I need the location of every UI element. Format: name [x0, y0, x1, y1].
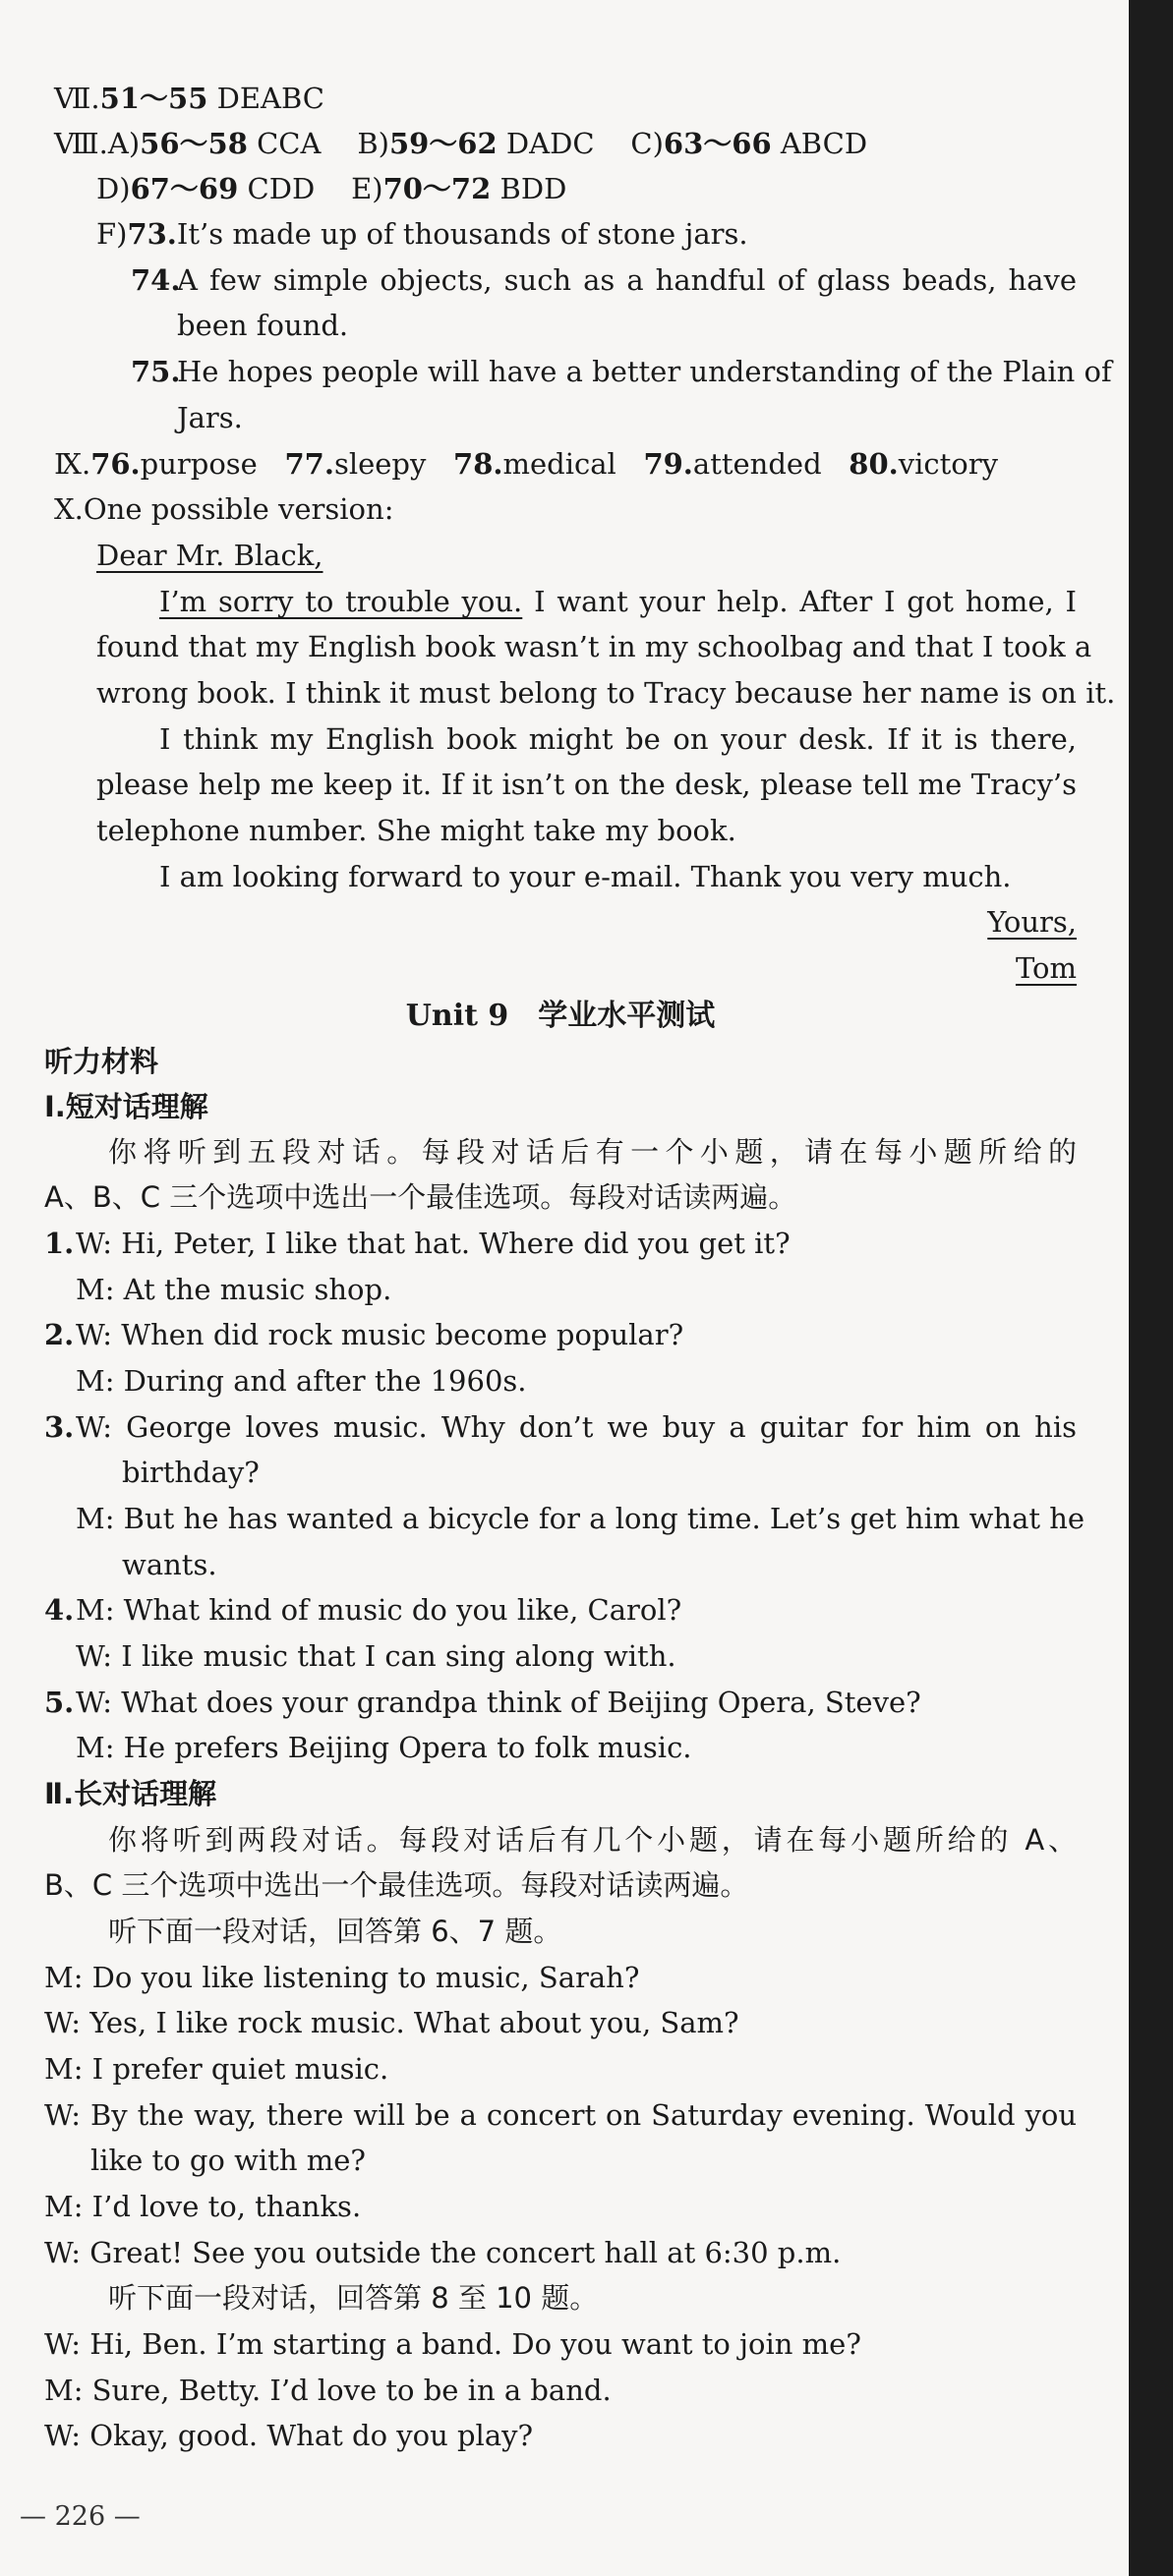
- answer-line-vii: [54, 79, 324, 118]
- dialogue-4-number: 4.: [44, 1593, 75, 1627]
- letter-p2-line1: I think my English book might be on your desk. If it is there,: [159, 722, 1077, 756]
- conv2-line3: W: Okay, good. What do you play?: [44, 2419, 534, 2452]
- letter-closing: Yours,: [987, 905, 1077, 939]
- letter-p1-line2: found that my English book wasn’t in my schoolbag and that I took a: [96, 630, 1092, 663]
- answer-75-line2: Jars.: [177, 401, 243, 434]
- part1-instructions-line1: 你将听到五段对话。每段对话后有一个小题，请在每小题所给的: [108, 1135, 1077, 1169]
- dialogue-3-w-line2: birthday?: [122, 1456, 260, 1489]
- letter-p2-line2: please help me keep it. If it isn’t on the desk, please tell me Tracy’s: [96, 768, 1077, 801]
- part1-heading: Ⅰ.短对话理解: [44, 1090, 208, 1123]
- answer-75-line1: He hopes people will have a better understanding of the Plain of: [177, 355, 1112, 388]
- conv1-line5: M: I’d love to, thanks.: [44, 2190, 362, 2223]
- page-edge-shadow: [1129, 0, 1173, 2576]
- section-number: Ⅶ.: [54, 82, 100, 115]
- letter-p1-line1: I’m sorry to trouble you. I want your help. After I got home, I: [159, 585, 1078, 618]
- conv2-line1: W: Hi, Ben. I’m starting a band. Do you want to join me?: [44, 2327, 861, 2361]
- answer-text: DEABC: [216, 82, 324, 115]
- dialogue-3-number: 3.: [44, 1410, 75, 1444]
- listening-heading: 听力材料: [44, 1045, 159, 1078]
- conv1-line4a: W: By the way, there will be a concert on Saturday evening. Would you: [44, 2098, 1077, 2132]
- question-range: 51～55: [99, 82, 208, 115]
- dialogue-5-m: M: He prefers Beijing Opera to folk music.: [76, 1731, 692, 1764]
- answer-line-x: Ⅹ.One possible version:: [54, 492, 394, 526]
- unit-title: Unit 9 学业水平测试: [405, 999, 716, 1033]
- dialogue-5-number: 5.: [44, 1686, 75, 1719]
- dialogue-2-m: M: During and after the 1960s.: [76, 1364, 527, 1398]
- dialogue-1-m: M: At the music shop.: [76, 1273, 392, 1306]
- dialogue-3-m-line1: M: But he has wanted a bicycle for a long time. Let’s get him what he: [76, 1502, 1085, 1535]
- answer-74-number: 74.: [131, 263, 181, 297]
- dialogue-4-m: M: What kind of music do you like, Carol?: [76, 1593, 682, 1627]
- dialogue-3-w-line1: W: George loves music. Why don’t we buy a guitar for him on his: [76, 1410, 1077, 1444]
- dialogue-5-w: W: What does your grandpa think of Beijing Opera, Steve?: [76, 1686, 921, 1719]
- conv1-line1: M: Do you like listening to music, Sarah?: [44, 1961, 640, 1994]
- conv1-line4b: like to go with me?: [90, 2144, 366, 2177]
- conv1-line2: W: Yes, I like rock music. What about you, Sam?: [44, 2006, 739, 2039]
- answer-line-ix: Ⅸ.76.purpose 77.sleepy 78.medical 79.attended 80.victory: [54, 447, 999, 481]
- dialogue-1-w: W: Hi, Peter, I like that hat. Where did you get it?: [76, 1227, 791, 1260]
- dialogue-2-number: 2.: [44, 1318, 75, 1351]
- letter-p3: I am looking forward to your e-mail. Thank you very much.: [159, 860, 1012, 893]
- answer-line-viii: Ⅷ.A)56～58 CCA B)59～62 DADC C)63～66 ABCD: [54, 127, 868, 160]
- letter-p2-line3: telephone number. She might take my book.: [96, 814, 736, 847]
- answer-73: F)73.It’s made up of thousands of stone jars.: [96, 217, 748, 251]
- dialogue-3-m-line2: wants.: [122, 1548, 217, 1581]
- conv1-line6: W: Great! See you outside the concert hall at 6:30 p.m.: [44, 2236, 842, 2269]
- part2-instructions-line2: B、C 三个选项中选出一个最佳选项。每段对话读两遍。: [44, 1868, 749, 1902]
- page-number: — 226 —: [20, 2501, 141, 2532]
- answer-74-line2: been found.: [177, 309, 349, 342]
- dialogue-1-number: 1.: [44, 1227, 75, 1260]
- answer-75-number: 75.: [131, 355, 181, 388]
- letter-p1-line3: wrong book. I think it must belong to Tracy because her name is on it.: [96, 676, 1116, 710]
- answer-74-line1: A few simple objects, such as a handful of glass beads, have: [177, 263, 1077, 297]
- letter-signature: Tom: [1015, 951, 1077, 985]
- letter-salutation: Dear Mr. Black,: [96, 539, 323, 572]
- conversation-1-intro: 听下面一段对话，回答第 6、7 题。: [108, 1915, 562, 1948]
- answer-line-viii-de: D)67～69 CDD E)70～72 BDD: [96, 172, 567, 205]
- part2-instructions-line1: 你将听到两段对话。每段对话后有几个小题，请在每小题所给的 A、: [108, 1823, 1077, 1857]
- dialogue-4-w: W: I like music that I can sing along with.: [76, 1639, 676, 1673]
- conv2-line2: M: Sure, Betty. I’d love to be in a band.: [44, 2374, 612, 2407]
- conversation-2-intro: 听下面一段对话，回答第 8 至 10 题。: [108, 2281, 599, 2315]
- conv1-line3: M: I prefer quiet music.: [44, 2052, 389, 2086]
- dialogue-2-w: W: When did rock music become popular?: [76, 1318, 684, 1351]
- part1-instructions-line2: A、B、C 三个选项中选出一个最佳选项。每段对话读两遍。: [44, 1180, 797, 1214]
- part2-heading: Ⅱ.长对话理解: [44, 1777, 217, 1810]
